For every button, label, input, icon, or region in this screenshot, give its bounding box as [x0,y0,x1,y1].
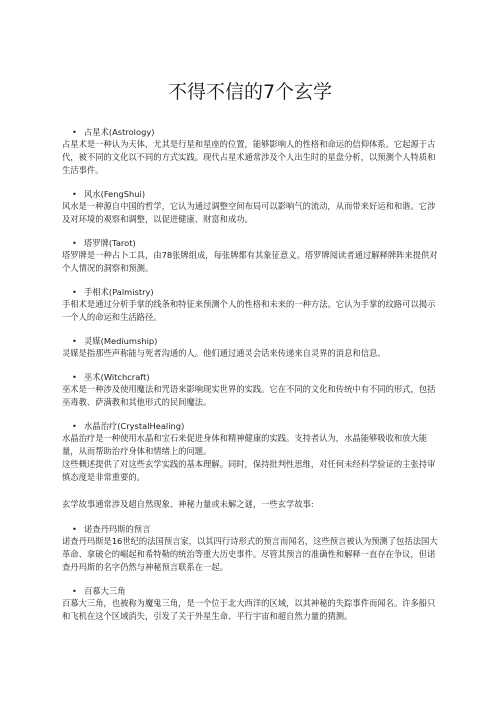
section-heading: 风水(FengShui) [84,189,146,199]
stories-intro: 玄学故事通常涉及超自然现象、神秘力量或未解之谜，一些玄学故事: [62,499,314,509]
bullet-icon: • [72,336,77,346]
section-heading: 手相术(Palmistry) [84,287,154,297]
story-bermuda-triangle [62,585,440,623]
section-palmistry [62,286,440,324]
story-heading: 诺查丹玛斯的预言 [84,524,151,534]
story-body: 诺查丹玛斯是16世纪的法国预言家，以其四行诗形式的预言而闻名，这些预言被认为预测了包括法国大革命、拿破仑的崛起和希特勒的统治等重大历史事件。尽管其预言的准确性和解释一直存在争议，但诺查丹玛斯的名字仍然与神秘预言联系在一起。 [62,536,438,572]
bullet-icon: • [72,372,77,382]
section-body: 手相术是通过分析手掌的线条和特征来预测个人的性格和未来的一种方法。它认为手掌的纹路可以揭示一个人的命运和生活路径。 [62,299,436,322]
page-title: 不得不信的7个玄学 [167,81,333,103]
story-body: 百慕大三角，也被称为魔鬼三角，是一个位于北大西洋的区域，以其神秘的失踪事件而闻名。许多船只和飞机在这个区域消失，引发了关于外星生命、平行宇宙和超自然力量的猜测。 [62,598,436,621]
section-crystal-healing [62,420,440,484]
bullet-icon: • [72,421,77,431]
story-nostradamus [62,523,440,574]
section-mediumship [62,335,440,360]
bullet-icon: • [72,127,77,137]
bullet-icon: • [72,238,77,248]
section-fengshui [62,188,440,226]
bullet-icon: • [72,524,77,534]
section-heading: 水晶治疗(CrystalHealing) [84,421,185,431]
section-body: 巫术是一种涉及使用魔法和咒语来影响现实世界的实践。它在不同的文化和传统中有不同的形式，包括巫毒教、萨满教和其他形式的民间魔法。 [62,384,436,407]
section-heading: 占星术(Astrology) [84,127,155,137]
bullet-icon: • [72,189,77,199]
section-body: 灵媒是指那些声称能与死者沟通的人。他们通过通灵会话来传递来自灵界的消息和信息。 [62,348,386,358]
section-body: 风水是一种源自中国的哲学，它认为通过调整空间布局可以影响气的流动，从而带来好运和和谐。它涉及对环境的观察和调整，以促进健康、财富和成功。 [62,201,436,224]
story-heading: 百慕大三角 [84,586,126,596]
section-heading: 灵媒(Mediumship) [84,336,158,346]
document-content [62,126,440,634]
section-tarot [62,237,440,275]
section-heading: 巫术(Witchcraft) [84,372,150,382]
bullet-icon: • [72,287,77,297]
section-witchcraft [62,371,440,409]
section-astrology [62,126,440,177]
bullet-icon: • [72,586,77,596]
section-body: 塔罗牌是一种占卜工具，由78张牌组成，每张牌都有其象征意义。塔罗牌阅读者通过解释牌阵来提供对个人情况的洞察和预测。 [62,250,438,273]
closing-paragraph: 这些概述提供了对这些玄学实践的基本理解。同时，保持批判性思维，对任何未经科学验证的主张持审慎态度是非常重要的。 [62,459,436,482]
section-body: 占星术是一种认为天体，尤其是行星和星座的位置，能够影响人的性格和命运的信仰体系。它起源于古代，被不同的文化以不同的方式实践。现代占星术通常涉及个人出生时的星盘分析，以预测个人特质和生活事件。 [62,139,436,175]
section-body: 水晶治疗是一种使用水晶和宝石来促进身体和精神健康的实践。支持者认为，水晶能够吸收和放大能量，从而帮助治疗身体和情绪上的问题。 [62,433,428,456]
section-heading: 塔罗牌(Tarot) [84,238,136,248]
